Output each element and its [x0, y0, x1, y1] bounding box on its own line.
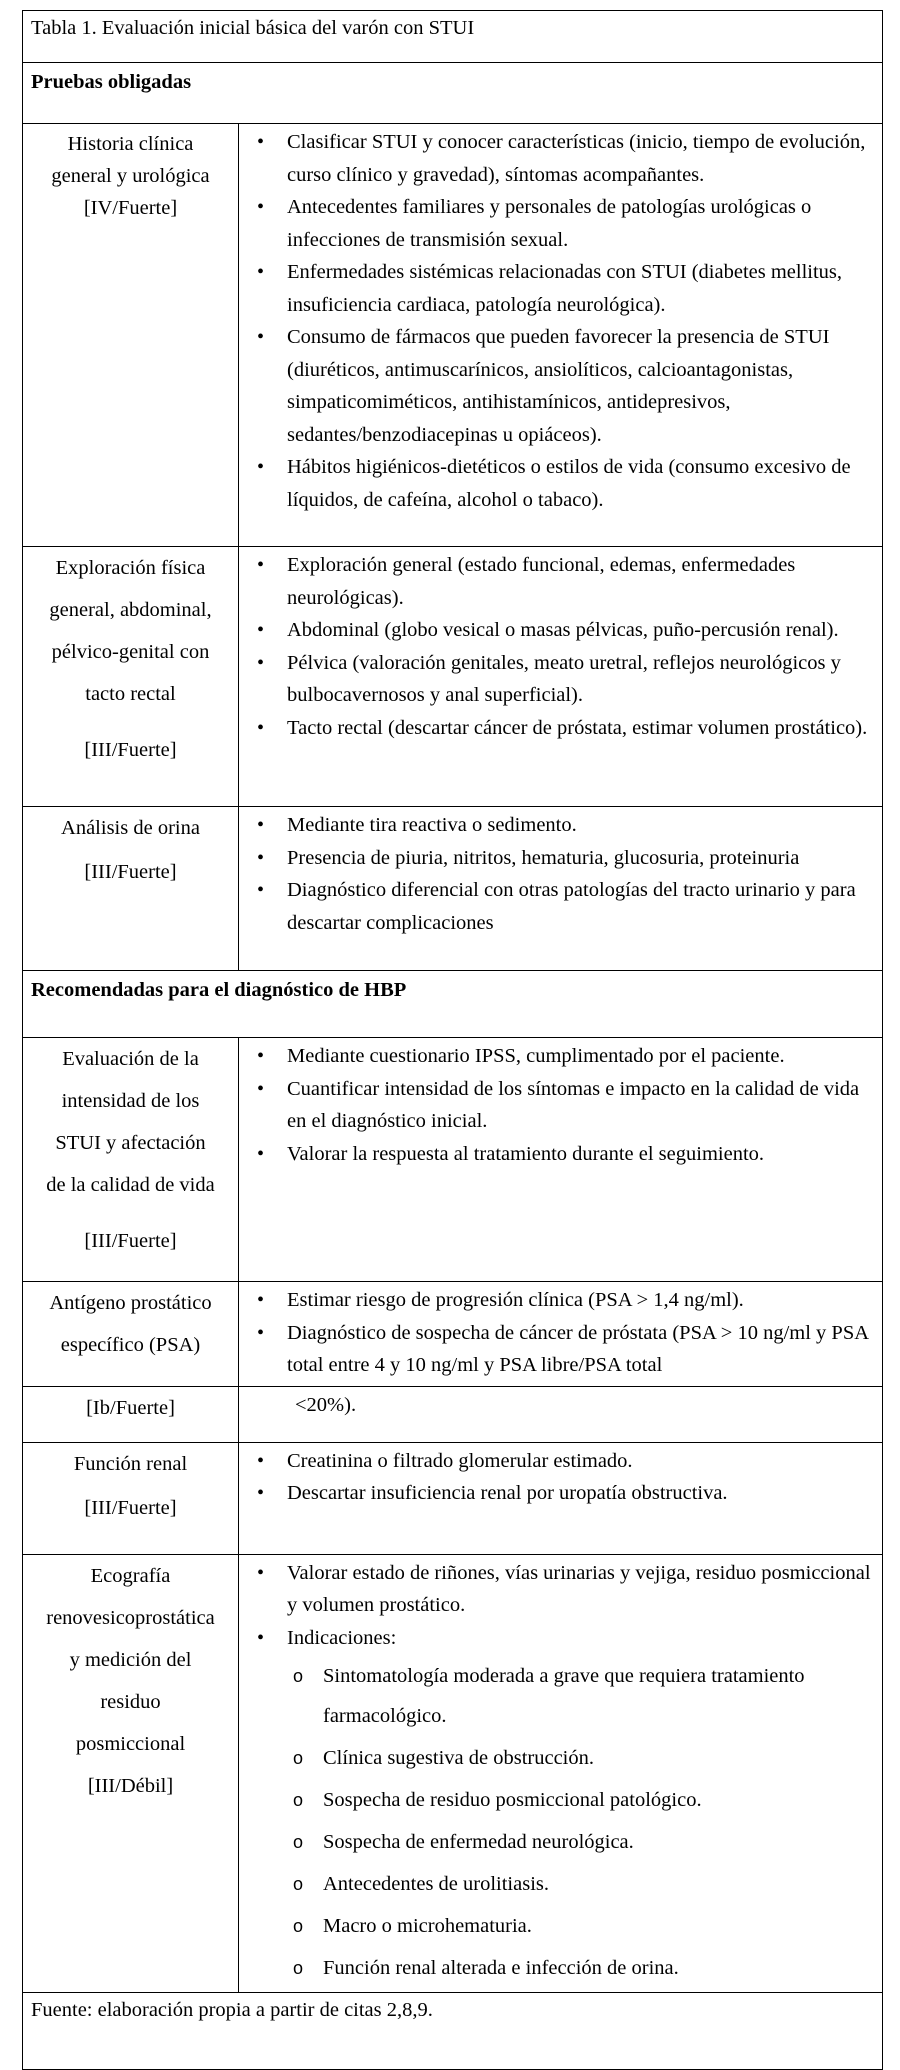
evidence-grade: [Ib/Fuerte]	[23, 1386, 239, 1442]
list-item: • Valorar la respuesta al tratamiento durante el seguimiento.	[249, 1138, 874, 1171]
row-content-intensidad	[239, 1038, 883, 1282]
table-row-ecografia	[23, 1554, 883, 1993]
list-item: • Exploración general (estado funcional, edemas, enfermedades neurológicas).	[249, 549, 874, 614]
row-label-psa: Antígeno prostático específico (PSA)	[23, 1282, 239, 1387]
sub-list-item: o Sospecha de enfermedad neurológica.	[285, 1822, 874, 1862]
list-item: • Clasificar STUI y conocer características (inicio, tiempo de evolución, curso clínico y gravedad), síntomas acompañantes.	[249, 126, 874, 191]
sub-list-item: o Sospecha de residuo posmiccional patológico.	[285, 1780, 874, 1820]
sub-list-item: o Clínica sugestiva de obstrucción.	[285, 1738, 874, 1778]
row-content-psa	[239, 1282, 883, 1387]
list-item: • Estimar riesgo de progresión clínica (PSA > 1,4 ng/ml).	[249, 1284, 874, 1317]
row-content-historia	[239, 124, 883, 547]
table-row-psa	[23, 1282, 883, 1387]
list-item: • Mediante tira reactiva o sedimento.	[249, 809, 874, 842]
row-label-exploracion: Exploración física general, abdominal, pélvico-genital con tacto rectal [III/Fuerte]	[23, 547, 239, 807]
evidence-grade: [III/Fuerte]	[84, 1230, 177, 1252]
row-content-orina	[239, 807, 883, 971]
row-content-ecografia	[239, 1554, 883, 1993]
table-caption: Tabla 1. Evaluación inicial básica del varón con STUI	[23, 11, 883, 63]
list-item: • Creatinina o filtrado glomerular estimado.	[249, 1445, 874, 1478]
section-header-recomendadas: Recomendadas para el diagnóstico de HBP	[23, 971, 883, 1038]
table-row-historia	[23, 124, 883, 547]
list-item: • Indicaciones:	[249, 1622, 874, 1655]
evidence-grade: [III/Fuerte]	[84, 861, 177, 883]
psa-continuation: <20%).	[239, 1386, 883, 1442]
table-row-renal	[23, 1442, 883, 1554]
evidence-grade: [III/Fuerte]	[84, 1496, 177, 1519]
sub-list-item: o Sintomatología moderada a grave que requiera tratamiento farmacológico.	[285, 1656, 874, 1736]
list-item: • Valorar estado de riñones, vías urinarias y vejiga, residuo posmiccional y volumen prostático.	[249, 1557, 874, 1622]
list-item: • Diagnóstico de sospecha de cáncer de próstata (PSA > 10 ng/ml y PSA total entre 4 y 10 ng/ml y PSA libre/PSA total	[249, 1317, 874, 1382]
list-item: • Abdominal (globo vesical o masas pélvicas, puño-percusión renal).	[249, 614, 874, 647]
table-row-exploracion	[23, 547, 883, 807]
row-label-ecografia: Ecografía renovesicoprostática y medición del residuo posmiccional [III/Débil]	[23, 1554, 239, 1993]
list-item: • Descartar insuficiencia renal por uropatía obstructiva.	[249, 1477, 874, 1510]
table-row-intensidad	[23, 1038, 883, 1282]
list-item: • Cuantificar intensidad de los síntomas e impacto en la calidad de vida en el diagnóstico inicial.	[249, 1073, 874, 1138]
evidence-grade: [III/Fuerte]	[84, 739, 177, 761]
table-row-orina	[23, 807, 883, 971]
table-footnote: Fuente: elaboración propia a partir de citas 2,8,9.	[23, 1993, 883, 2070]
list-item: • Enfermedades sistémicas relacionadas con STUI (diabetes mellitus, insuficiencia cardiaca, patología neurológica).	[249, 256, 874, 321]
list-item: • Mediante cuestionario IPSS, cumplimentado por el paciente.	[249, 1040, 874, 1073]
sub-list-item: o Función renal alterada e infección de orina.	[285, 1948, 874, 1988]
evaluation-table	[22, 10, 883, 2070]
list-item: • Antecedentes familiares y personales de patologías urológicas o infecciones de transmisión sexual.	[249, 191, 874, 256]
sub-list-item: o Macro o microhematuria.	[285, 1906, 874, 1946]
evidence-grade: [III/Débil]	[87, 1774, 174, 1797]
row-content-renal	[239, 1442, 883, 1554]
section-header-obligadas: Pruebas obligadas	[23, 63, 883, 124]
row-label-intensidad: Evaluación de la intensidad de los STUI y afectación de la calidad de vida [III/Fuerte]	[23, 1038, 239, 1282]
row-content-exploracion	[239, 547, 883, 807]
sub-list-item: o Antecedentes de urolitiasis.	[285, 1864, 874, 1904]
list-item: • Diagnóstico diferencial con otras patologías del tracto urinario y para descartar complicaciones	[249, 874, 874, 939]
row-label-historia: Historia clínica general y urológica [IV/Fuerte]	[23, 124, 239, 547]
list-item: • Pélvica (valoración genitales, meato uretral, reflejos neurológicos y bulbocavernosos y anal superficial).	[249, 647, 874, 712]
table-row-psa-grade	[23, 1386, 883, 1442]
list-item: • Presencia de piuria, nitritos, hematuria, glucosuria, proteinuria	[249, 842, 874, 875]
evidence-grade: [IV/Fuerte]	[83, 197, 178, 219]
list-item: • Consumo de fármacos que pueden favorecer la presencia de STUI (diuréticos, antimuscarínicos, ansiolíticos, calcioantagonistas, simpaticomiméticos, antihistamínicos, antidepresivos, sedantes/benzodiacepinas u opiáceos).	[249, 321, 874, 451]
row-label-renal: Función renal [III/Fuerte]	[23, 1442, 239, 1554]
row-label-orina: Análisis de orina [III/Fuerte]	[23, 807, 239, 971]
list-item: • Tacto rectal (descartar cáncer de próstata, estimar volumen prostático).	[249, 712, 874, 745]
list-item: • Hábitos higiénicos-dietéticos o estilos de vida (consumo excesivo de líquidos, de cafeína, alcohol o tabaco).	[249, 451, 874, 516]
